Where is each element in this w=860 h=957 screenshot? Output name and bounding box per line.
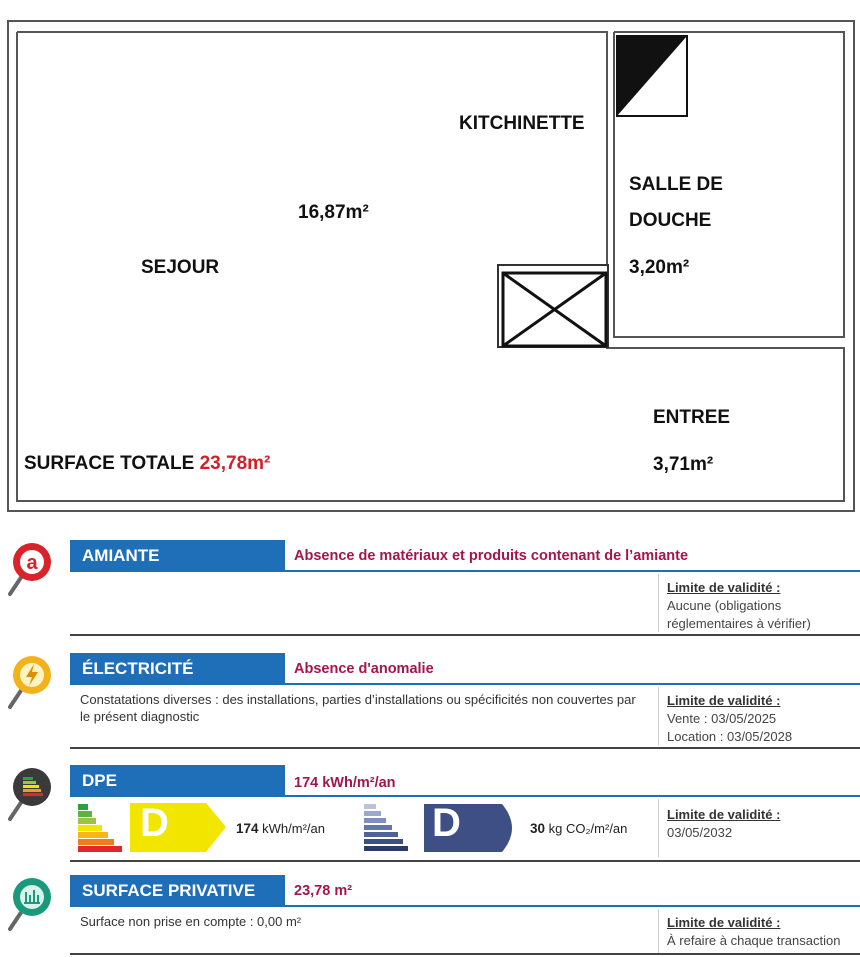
room-label-sejour: SEJOUR: [141, 257, 220, 278]
mask-3: [738, 365, 778, 477]
surface-validity-1: À refaire à chaque transaction: [667, 933, 841, 948]
amiante-bottom-rule: [70, 634, 860, 636]
electricite-result: Absence d'anomalie: [294, 661, 434, 677]
electricite-separator: [658, 687, 659, 745]
dpe-ges-value: [530, 821, 627, 836]
dpe-ges-unit: kg CO₂/m²/an: [548, 821, 628, 836]
electricite-pin-icon: [6, 653, 52, 709]
dpe-separator: [658, 799, 659, 857]
dpe-validity-label: Limite de validité :: [667, 807, 781, 822]
total-surface-label: SURFACE TOTALE: [24, 453, 195, 474]
dpe-result: 174 kWh/m²/an: [294, 775, 396, 791]
section-electricite: [0, 653, 860, 753]
dpe-validity-1: 03/05/2032: [667, 825, 733, 840]
surface-separator: [658, 909, 659, 953]
section-amiante: [0, 540, 860, 640]
dpe-title: DPE: [70, 765, 285, 797]
room-area-sejour: 16,87m²: [298, 202, 369, 223]
electricite-bottom-rule: [70, 747, 860, 749]
room-area-entree: 3,71m²: [653, 454, 714, 475]
mask-2: [770, 88, 820, 300]
surface-validity-label: Limite de validité :: [667, 915, 781, 930]
mask-1: [412, 165, 475, 393]
room-area-salle: 3,20m²: [629, 257, 690, 278]
dpe-energy-value: [236, 821, 325, 836]
amiante-separator: [658, 574, 659, 632]
room-label-entree: ENTREE: [653, 407, 731, 428]
surface-title: SURFACE PRIVATIVE: [70, 875, 285, 907]
room-label-salle-1: SALLE DE: [629, 174, 723, 195]
dpe-energy-class: D: [140, 801, 169, 845]
dpe-energy-number: 174: [236, 821, 259, 836]
dpe-ges-class: D: [432, 801, 461, 845]
surface-result: 23,78 m²: [294, 883, 353, 899]
amiante-result: Absence de matériaux et produits contenant de l’amiante: [294, 548, 689, 564]
section-dpe: [0, 765, 860, 865]
room-label-salle-2: DOUCHE: [629, 210, 712, 231]
dpe-pin-icon: [6, 765, 52, 821]
electricite-validity-label: Limite de validité :: [667, 693, 781, 708]
amiante-validity-2: réglementaires à vérifier): [667, 616, 811, 631]
amiante-title: AMIANTE: [70, 540, 285, 572]
surface-pin-icon: [6, 875, 52, 931]
total-surface: [24, 453, 270, 475]
electricite-title: ÉLECTRICITÉ: [70, 653, 285, 685]
total-surface-value: 23,78m²: [199, 453, 271, 474]
dpe-ges-number: 30: [530, 821, 546, 836]
svg-text:a: a: [26, 552, 38, 574]
electricite-description: Constatations diverses : des installations, parties d’installations ou spécificités non couvertes par le présent diagnostic: [80, 692, 636, 724]
surface-header-line: [285, 905, 860, 907]
electricite-validity-2: Location : 03/05/2028: [667, 729, 793, 744]
surface-bottom-rule: [70, 953, 860, 955]
surface-description: Surface non prise en compte : 0,00 m²: [80, 914, 302, 929]
room-label-kitchinette: KITCHINETTE: [459, 113, 585, 134]
amiante-pin-icon: [6, 540, 52, 596]
electricite-validity-1: Vente : 03/05/2025: [667, 711, 777, 726]
amiante-validity-1: Aucune (obligations: [667, 598, 782, 613]
amiante-validity-label: Limite de validité :: [667, 580, 781, 595]
section-surface: [0, 875, 860, 957]
dpe-energy-unit: kWh/m²/an: [262, 821, 325, 836]
dpe-bottom-rule: [70, 860, 860, 862]
